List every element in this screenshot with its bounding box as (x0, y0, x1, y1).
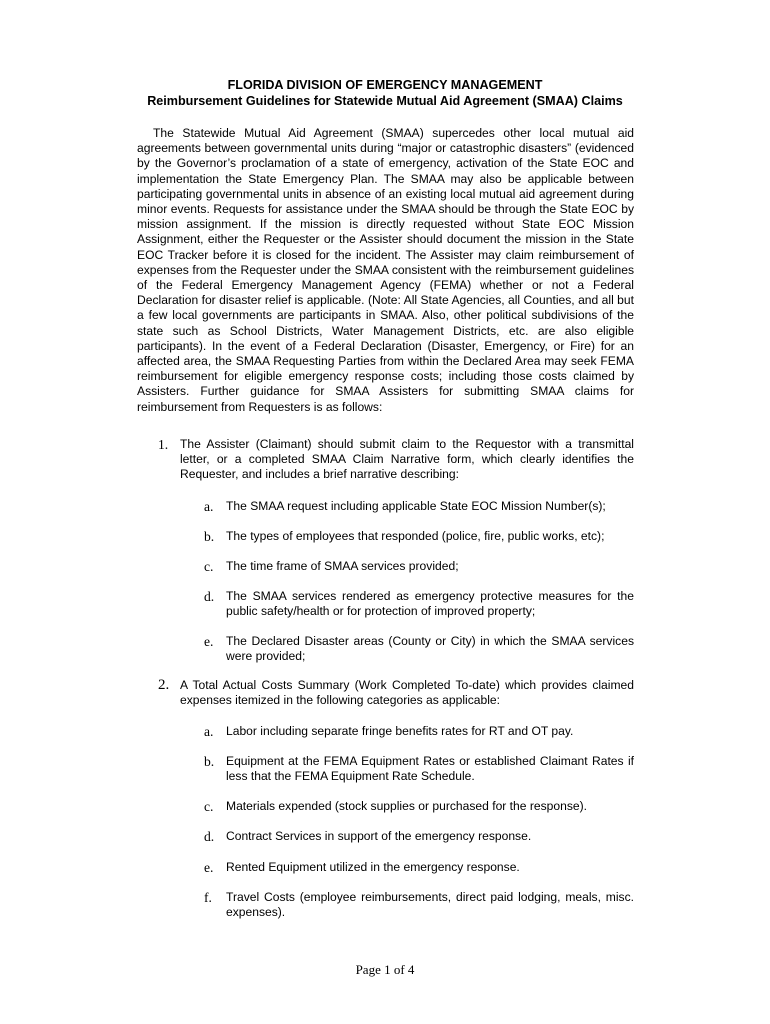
sublist-2-item-e: Rented Equipment utilized in the emergency response. (226, 860, 520, 874)
list-item-2-text: A Total Actual Costs Summary (Work Completed To-date) which provides claimed expenses itemized in the following categories as applicable: (180, 678, 634, 708)
sublist-2-item-a: Labor including separate fringe benefits rates for RT and OT pay. (226, 724, 574, 738)
sublist-2-letter-b: b. (204, 754, 215, 769)
list-item-1-text: The Assister (Claimant) should submit claim to the Requestor with a transmittal letter, or a completed SMAA Claim Narrative form, which clearly identifies the Requester, and includes a brief narrative describing: (180, 437, 634, 482)
sublist-1-item-d: The SMAA services rendered as emergency protective measures for the public safety/health or for protection of improved property; (226, 589, 634, 619)
sublist-1-item-e: The Declared Disaster areas (County or City) in which the SMAA services were provided; (226, 634, 634, 664)
list-number-1: 1. (158, 437, 169, 452)
sublist-2-letter-f: f. (204, 890, 212, 905)
document-title: FLORIDA DIVISION OF EMERGENCY MANAGEMENT (227, 78, 543, 92)
document-subtitle: Reimbursement Guidelines for Statewide Mutual Aid Agreement (SMAA) Claims (147, 94, 623, 108)
sublist-2-item-c: Materials expended (stock supplies or purchased for the response). (226, 799, 587, 813)
sublist-1-letter-d: d. (204, 589, 215, 604)
sublist-2-letter-c: c. (204, 799, 214, 814)
intro-paragraph: The Statewide Mutual Aid Agreement (SMAA) supercedes other local mutual aid agreements between governmental units during “major or catastrophic disasters” (evidenced by the Governor’s proclamation of a state of emergency, activation of the State EOC and implementation the State Emergency Plan. The SMAA may also be applicable between participating governmental units in absence of an existing local mutual aid agreement during minor events. Requests for assistance under the SMAA should be through the State EOC by mission assignment. If the mission is directly requested without State EOC Mission Assignment, either the Requester or the Assister should document the mission in the State EOC Tracker before it is closed for the incident. The Assister may claim reimbursement of expenses from the Requester under the SMAA consistent with the reimbursement guidelines of the Federal Emergency Management Agency (FEMA) whether or not a Federal Declaration for disaster relief is applicable. (Note: All State Agencies, all Counties, and all but a few local governments are participants in SMAA. Also, other political subdivisions of the state such as School Districts, Water Management Districts, etc. are also eligible participants). In the event of a Federal Declaration (Disaster, Emergency, or Fire) for an affected area, the SMAA Requesting Parties from within the Declared Area may seek FEMA reimbursement for eligible emergency response costs; including those costs claimed by Assisters. Further guidance for SMAA Assisters for submitting SMAA claims for reimbursement from Requesters is as follows: (137, 126, 634, 414)
sublist-2-letter-d: d. (204, 829, 215, 844)
sublist-2-letter-a: a. (204, 724, 214, 739)
sublist-1-item-c: The time frame of SMAA services provided; (226, 559, 459, 573)
sublist-1-item-b: The types of employees that responded (police, fire, public works, etc); (226, 529, 605, 543)
sublist-1-letter-a: a. (204, 499, 214, 514)
sublist-2-item-b: Equipment at the FEMA Equipment Rates or established Claimant Rates if less that the FEMA Equipment Rate Schedule. (226, 754, 634, 784)
sublist-1-letter-c: c. (204, 559, 214, 574)
sublist-1-letter-e: e. (204, 634, 214, 649)
sublist-2-item-d: Contract Services in support of the emergency response. (226, 829, 532, 843)
sublist-2-item-f: Travel Costs (employee reimbursements, direct paid lodging, meals, misc. expenses). (226, 890, 634, 920)
sublist-1-letter-b: b. (204, 529, 215, 544)
page-number: Page 1 of 4 (355, 962, 415, 977)
list-number-2: 2. (158, 677, 170, 693)
sublist-1-item-a: The SMAA request including applicable State EOC Mission Number(s); (226, 499, 606, 513)
sublist-2-letter-e: e. (204, 860, 214, 875)
